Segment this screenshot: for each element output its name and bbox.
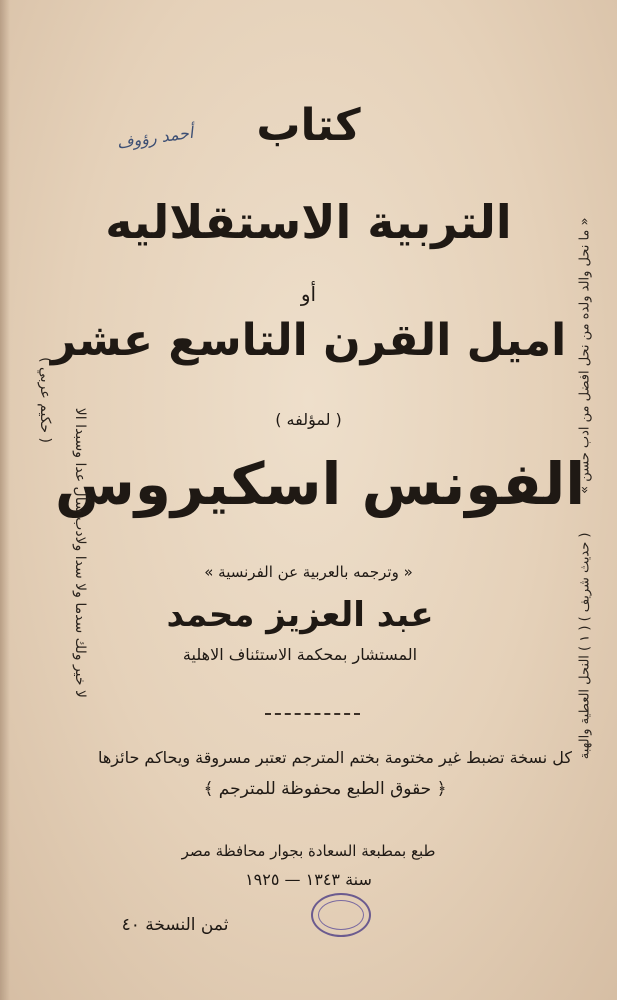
section-divider: [265, 713, 360, 715]
book-subtitle: اميل القرن التاسع عشر: [50, 315, 567, 366]
margin-quote-right: « ما نحل والد ولده من نحل افضل من ادب حسن »: [577, 217, 593, 494]
book-title: التربية الاستقلاليه: [105, 195, 512, 249]
seal-stamp: [311, 893, 371, 937]
handwritten-note: أحمد رؤوف: [115, 122, 195, 153]
author-note: ( لمؤلفه ): [275, 410, 342, 429]
translator-name: عبد العزيز محمد: [166, 595, 434, 635]
copyright-notice: ﴿ حقوق الطبع محفوظة للمترجم ﴾: [203, 779, 447, 799]
translator-role: المستشار بمحكمة الاستئناف الاهلية: [182, 645, 418, 664]
publication-year: سنة ١٣٤٣ — ١٩٢٥: [245, 870, 372, 889]
title-conjunction: أو: [300, 282, 317, 306]
author-name: الفونس اسكيروس: [54, 450, 586, 518]
price-label: ثمن النسخة ٤٠: [121, 915, 229, 935]
margin-quote-left: لا خير ولك سدما ولا سدا ولادب سأل عدا وسبدا الا: [72, 407, 88, 698]
margin-attribution-right: ( حديث شريف ) ( ١ ) النحل العطية والهبة: [577, 532, 593, 760]
translation-note: « وترجمه بالعربية عن الفرنسية »: [204, 563, 413, 581]
margin-attribution-left: ( حكيم عربي ): [37, 357, 53, 443]
book-label: كتاب: [256, 100, 361, 151]
copyright-warning: كل نسخة تضبط غير مختومة بختم المترجم تعتبر مسروقة ويحاكم حائزها: [97, 748, 573, 767]
seal-stamp-inner: [318, 900, 364, 930]
press-imprint: طبع بمطبعة السعادة بجوار محافظة مصر: [181, 842, 436, 860]
